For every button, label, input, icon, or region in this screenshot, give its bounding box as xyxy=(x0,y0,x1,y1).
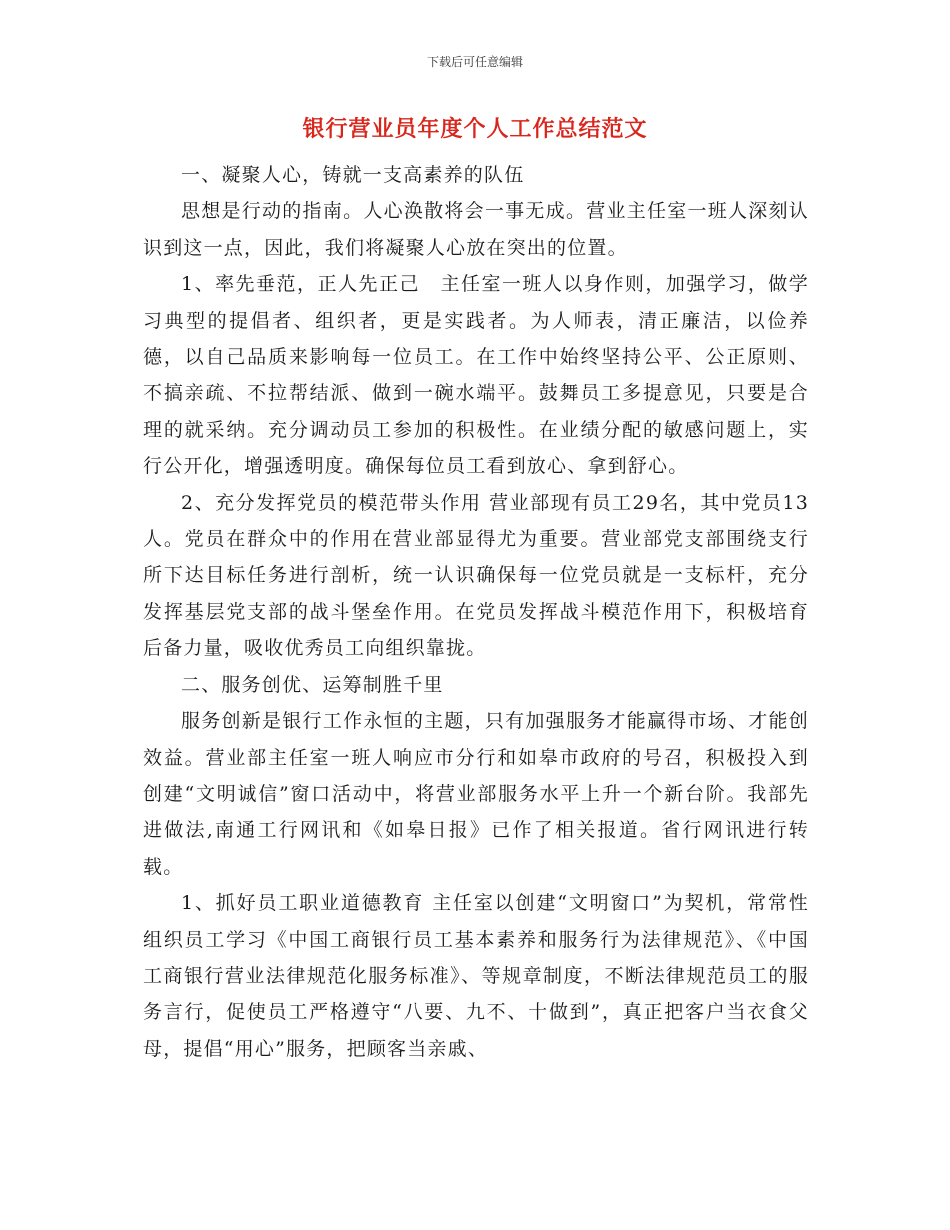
paragraph: 思想是行动的指南。人心涣散将会一事无成。营业主任室一班人深刻认识到这一点，因此，我们将凝聚人心放在突出的位置。 xyxy=(143,200,809,259)
paragraph: 1、率先垂范，正人先正己 主任室一班人以身作则，加强学习，做学习典型的提倡者、组织者，更是实践者。为人师表，清正廉洁，以俭养德，以自己品质来影响每一位员工。在工作中始终坚持公平、公正原则、不搞亲疏、不拉帮结派、做到一碗水端平。鼓舞员工多提意见，只要是合理的就采纳。充分调动员工参加的积极性。在业绩分配的敏感问题上，实行公开化，增强透明度。确保每位员工看到放心、拿到舒心。 xyxy=(143,273,809,478)
section-heading-1: 一、凝聚人心，铸就一支高素养的队伍 xyxy=(181,164,525,186)
document-title: 银行营业员年度个人工作总结范文 xyxy=(302,117,648,142)
document-body xyxy=(143,157,809,1067)
paragraph: 2、充分发挥党员的模范带头作用 营业部现有员工29名，其中党员13人。党员在群众中的作用在营业部显得尤为重要。营业部党支部围绕支行所下达目标任务进行剖析，统一认识确保每一位党员就是一支标杆，充分发挥基层党支部的战斗堡垒作用。在党员发挥战斗模范作用下，积极培育后备力量，吸收优秀员工向组织靠拢。 xyxy=(143,491,809,660)
paragraph: 服务创新是银行工作永恒的主题，只有加强服务才能赢得市场、才能创效益。营业部主任室一班人响应市分行和如皋市政府的号召，积极投入到创建“文明诚信”窗口活动中，将营业部服务水平上升一个新台阶。我部先进做法,南通工行网讯和《如皋日报》已作了相关报道。省行网讯进行转载。 xyxy=(143,710,809,878)
paragraph: 1、抓好员工职业道德教育 主任室以创建“文明窗口”为契机，常常性组织员工学习《中国工商银行员工基本素养和服务行为法律规范》、《中国工商银行营业法律规范化服务标准》、等规章制度，不断法律规范员工的服务言行，促使员工严格遵守“八要、九不、十做到”，真正把客户当衣食父母，提倡“用心”服务，把顾客当亲戚、 xyxy=(143,892,809,1060)
header-note: 下载后可任意编辑 xyxy=(426,55,523,69)
section-heading-2: 二、服务创优、运筹制胜千里 xyxy=(181,673,444,696)
